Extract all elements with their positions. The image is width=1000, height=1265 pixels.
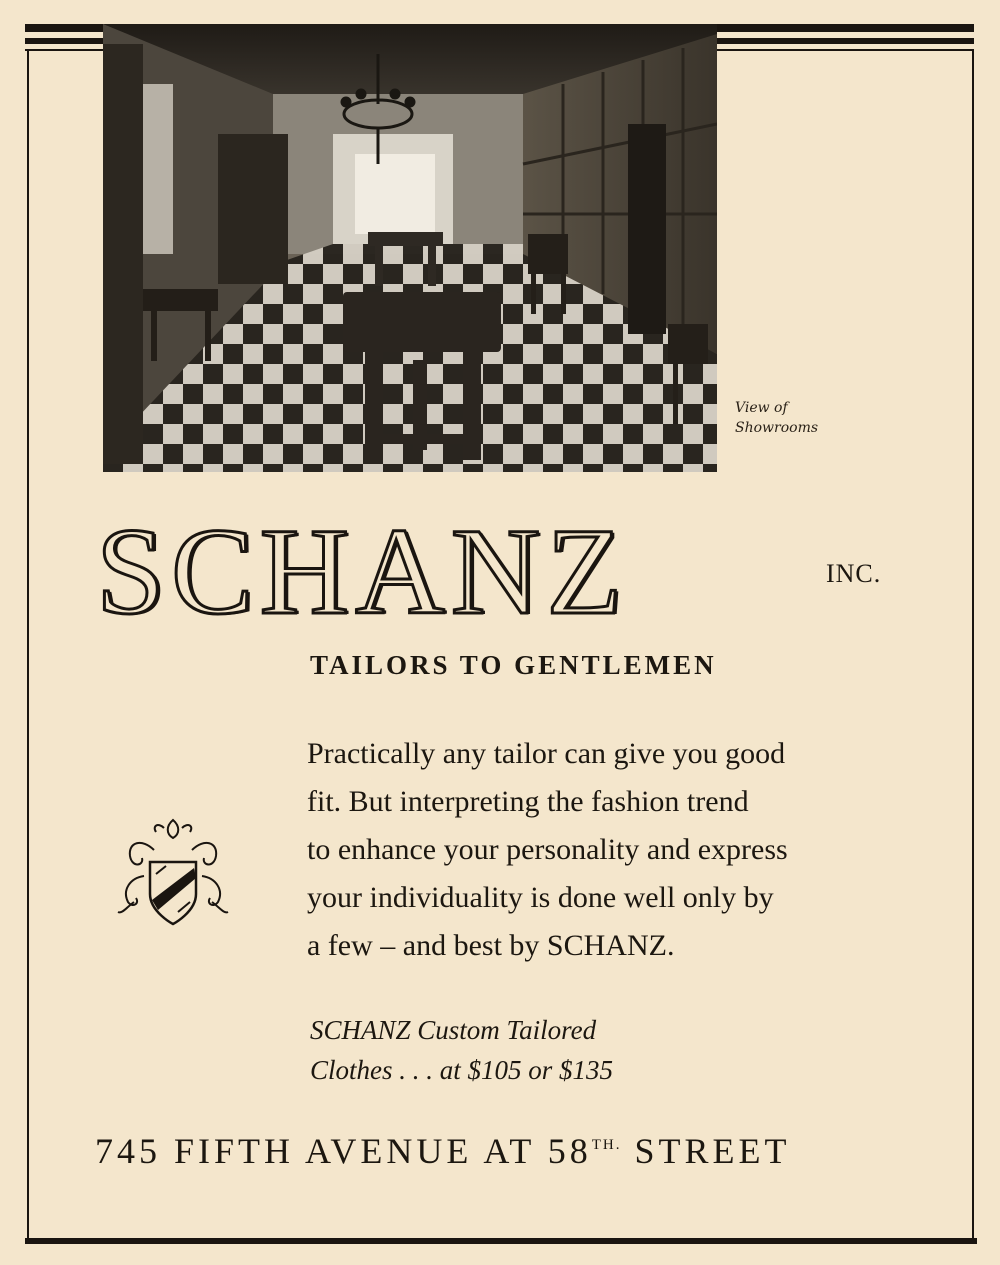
address-street: STREET: [634, 1131, 791, 1171]
caption-line-2: Showrooms: [735, 420, 819, 436]
top-left-bars: [25, 24, 105, 54]
coat-of-arms-icon: [114, 816, 232, 928]
body-line-2: fit. But interpreting the fashion trend: [307, 785, 749, 818]
price-line-1: SCHANZ Custom Tailored: [310, 1015, 597, 1045]
bottom-rule: [25, 1238, 977, 1244]
price-offer: [310, 1010, 613, 1090]
caption-line-1: View of: [735, 400, 788, 416]
brand-suffix: INC.: [826, 559, 882, 588]
address-main: 745 FIFTH AVENUE AT 58: [95, 1131, 592, 1171]
frame-left-rule: [27, 50, 29, 1240]
showroom-photo: [103, 24, 717, 472]
frame-right-rule: [972, 50, 974, 1240]
photo-caption: [735, 398, 818, 438]
body-line-3: to enhance your personality and express: [307, 833, 788, 866]
body-line-1: Practically any tailor can give you good: [307, 737, 786, 770]
price-line-2: Clothes . . . at $105 or $135: [310, 1055, 614, 1085]
body-copy: [307, 730, 917, 970]
body-line-4: your individuality is done well only by: [307, 881, 774, 914]
top-right-bars: [716, 24, 974, 54]
address-ordinal: TH.: [591, 1137, 622, 1153]
brand-tagline: TAILORS TO GENTLEMEN: [310, 650, 717, 680]
store-address: [95, 1130, 790, 1172]
body-line-5: a few – and best by SCHANZ.: [307, 929, 675, 962]
brand-name: SCHANZ: [96, 503, 629, 640]
